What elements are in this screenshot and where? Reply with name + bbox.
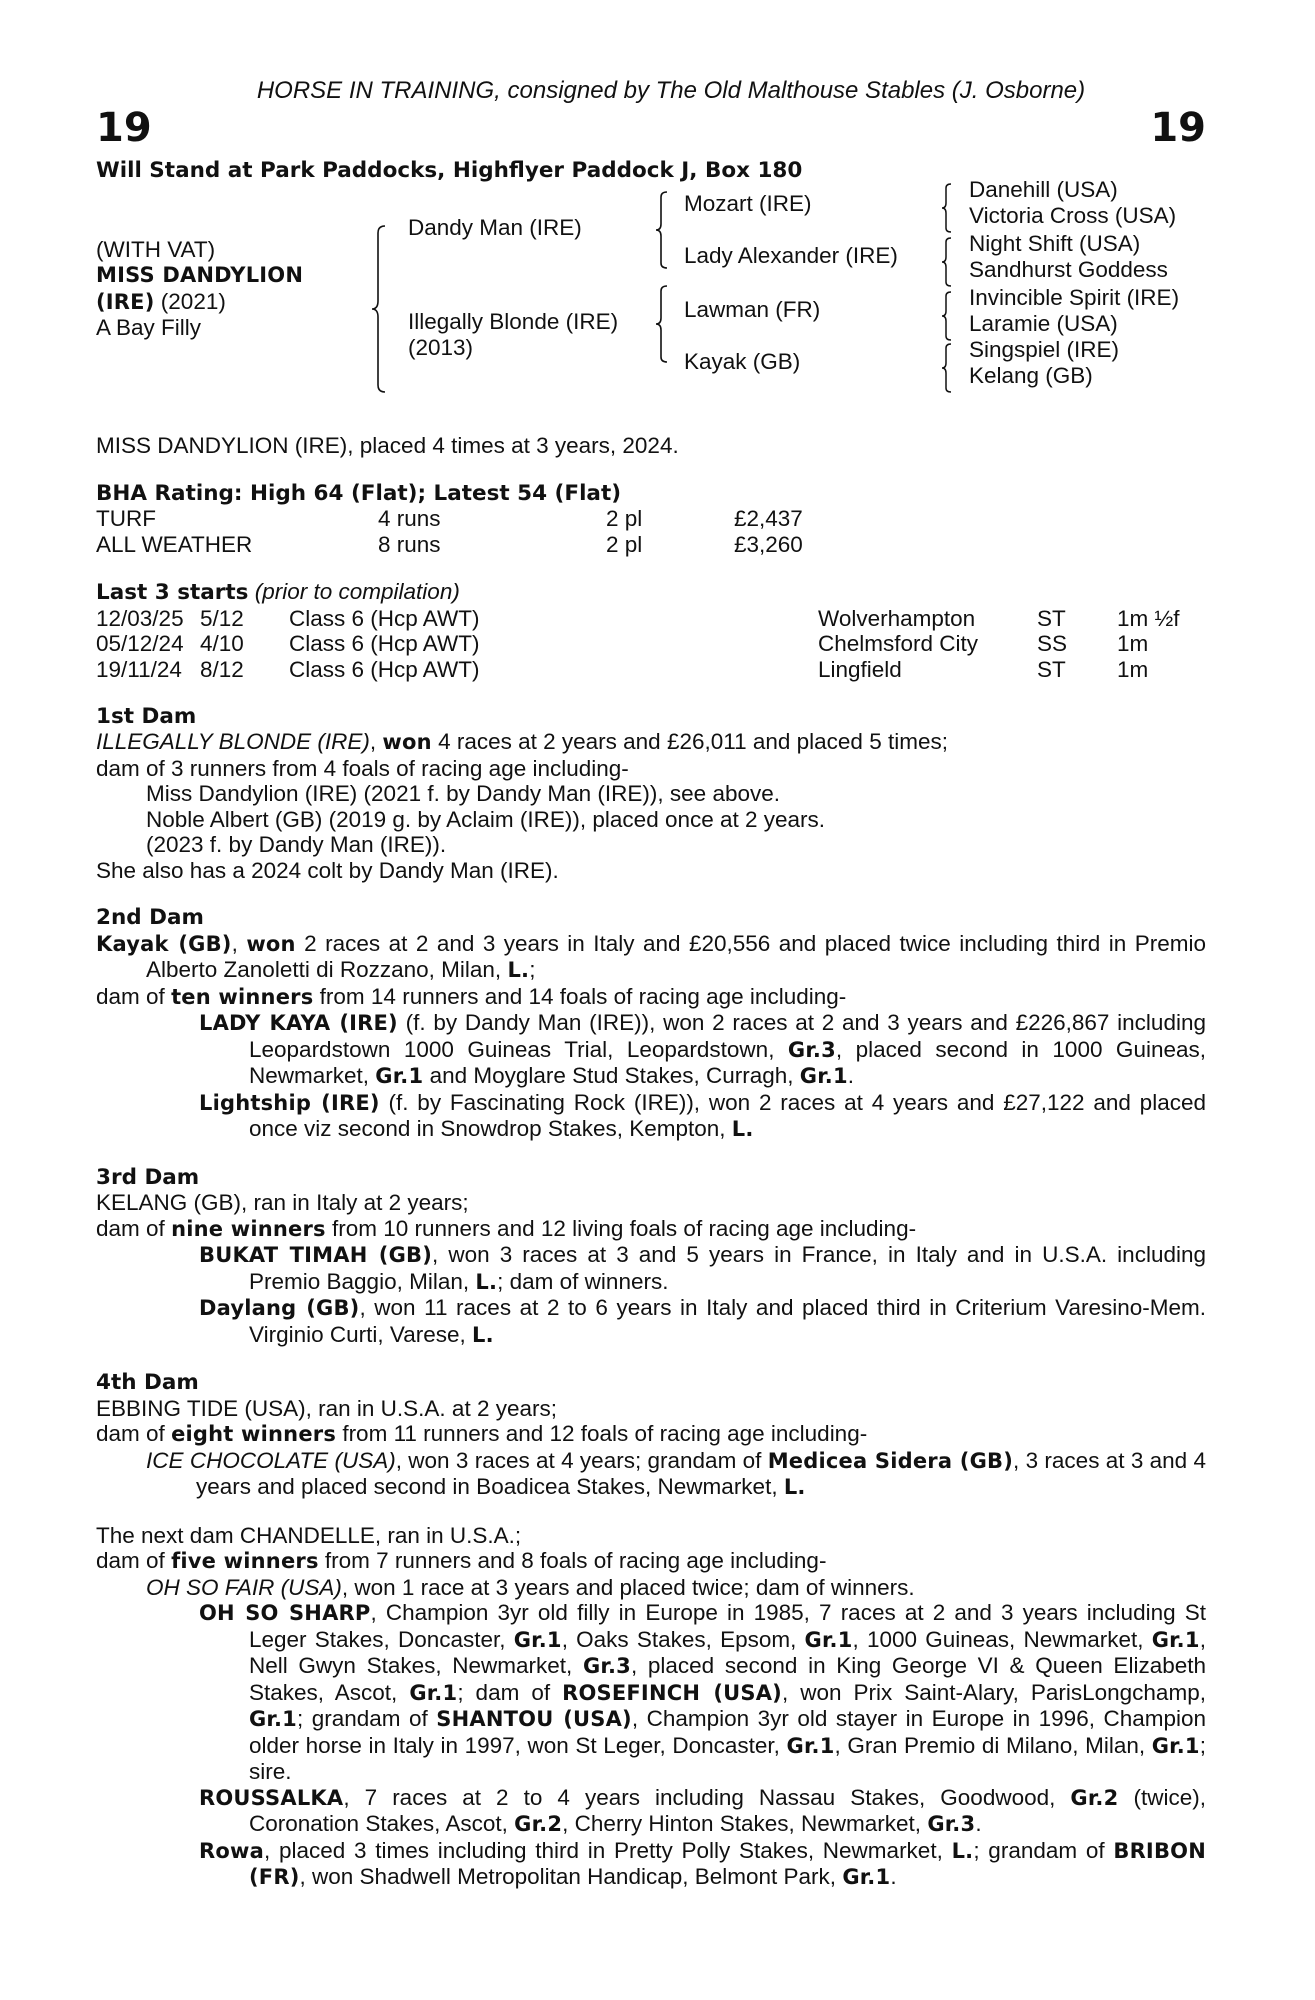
progeny-line: Miss Dandylion (IRE) (2021 f. by Dandy Man (IRE)), see above. <box>146 781 780 806</box>
dam-sire: Lawman (FR) <box>684 297 821 322</box>
progeny-line: Noble Albert (GB) (2019 g. by Aclaim (IRE)), placed once at 2 years. <box>146 806 826 832</box>
catalogue-page <box>96 78 1206 1891</box>
third-dam-section <box>96 1165 1206 1349</box>
ancestor-1: Danehill (USA) <box>969 177 1118 202</box>
surface-cell: ALL WEATHER <box>96 531 253 557</box>
dam-record-text: 2 races at 2 and 3 years in Italy and £20,556 and placed twice including third in Premio Alberto Zanoletti di Rozzano, Milan, <box>146 930 1206 982</box>
dam-produce <box>96 1421 1206 1448</box>
ancestor-4: Sandhurst Goddess <box>969 257 1168 282</box>
grade-label: Gr.1 <box>249 1707 297 1731</box>
fourth-dam-section <box>96 1370 1206 1501</box>
prize-cell: £2,437 <box>734 506 803 531</box>
dam: Illegally Blonde (IRE) <box>408 309 619 334</box>
dam-produce <box>96 1548 1206 1575</box>
produce-text: dam of <box>96 1548 165 1573</box>
progeny-text: , placed 3 times including third in Pretty Polly Stakes, Newmarket, <box>263 1837 943 1863</box>
start-course: Lingfield <box>818 656 902 682</box>
next-dam-section <box>96 1523 1206 1891</box>
section-title: 2nd Dam <box>96 905 204 930</box>
punct: . <box>975 1811 982 1836</box>
progeny-text: , won 11 races at 2 to 6 years in Italy and placed third in Criterium Varesino-Mem. Virginio Curti, Varese, <box>249 1295 1206 1347</box>
lot-number-row <box>96 106 1206 150</box>
punct: . <box>847 1063 855 1088</box>
dam-produce <box>96 1216 1206 1243</box>
produce-text: dam of <box>96 1215 165 1241</box>
runs-cell: 4 runs <box>378 506 441 531</box>
start-position: 8/12 <box>200 656 244 682</box>
placed-cell: 2 pl <box>606 531 643 557</box>
ancestor-2: Victoria Cross (USA) <box>969 203 1177 228</box>
brace-gen3-2 <box>942 237 952 287</box>
horse-description: A Bay Filly <box>96 315 202 340</box>
progeny-text: , won 3 races at 4 years; grandam of <box>395 1447 762 1473</box>
progeny-name: SHANTOU (USA) <box>436 1707 632 1731</box>
progeny-name: BRIBON (FR) <box>249 1838 1206 1889</box>
progeny-entry <box>96 1600 1206 1785</box>
horse-name: MISS DANDYLION <box>96 263 304 287</box>
ancestor-5: Invincible Spirit (IRE) <box>969 285 1180 310</box>
grade-label: L. <box>783 1475 806 1499</box>
progeny-text: (f. by Dandy Man (IRE)), won 2 races at 2 and 3 years and £226,867 including Leopardstown 1000 Guineas Trial, Leopardstown, <box>249 1010 1206 1062</box>
start-date: 19/11/24 <box>96 656 182 682</box>
produce-text: from 14 runners and 14 foals of racing age including- <box>319 983 847 1009</box>
grade-label: Gr.1 <box>804 1627 853 1652</box>
ancestor-7: Singspiel (IRE) <box>969 337 1120 362</box>
lot-number-right: 19 <box>1150 104 1206 151</box>
start-course: Chelmsford City <box>818 631 979 656</box>
rating-section <box>96 481 1206 558</box>
ancestor-8: Kelang (GB) <box>969 363 1093 388</box>
dam-name: ILLEGALLY BLONDE (IRE) <box>96 729 370 754</box>
dam-record: EBBING TIDE (USA), ran in U.S.A. at 2 years; <box>96 1395 557 1421</box>
dam-also: She also has a 2024 colt by Dandy Man (IRE). <box>96 857 559 883</box>
progeny-text: , Champion 3yr old filly in Europe in 1985, 7 races at 2 and 3 years including St Leger Stakes, Doncaster, <box>249 1600 1206 1652</box>
last-starts-heading <box>96 579 1206 606</box>
progeny-name: Daylang (GB) <box>199 1296 360 1320</box>
dam-record: ILLEGALLY BLONDE (IRE), won 4 races at 2 years and £26,011 and placed 5 times; <box>96 729 948 754</box>
progeny-text: , Gran Premio di Milano, Milan, <box>834 1732 1146 1758</box>
grade-label: Gr.3 <box>582 1654 631 1678</box>
dam-produce <box>96 984 1206 1011</box>
progeny-text: , placed second in 1000 Guineas, Newmarket, <box>249 1036 1206 1088</box>
start-class: Class 6 (Hcp AWT) <box>289 656 480 682</box>
progeny-text: ; dam of <box>457 1679 551 1705</box>
start-position: 4/10 <box>200 631 244 656</box>
grade-label: Gr.2 <box>514 1812 563 1836</box>
produce-text: dam of <box>96 1421 165 1446</box>
winners-count: nine winners <box>171 1216 326 1241</box>
dam-record: Kayak (GB), won 2 races at 2 and 3 years in Italy and £20,556 and placed twice including third in Premio Alberto Zanoletti di Rozzano, Milan, L.; <box>96 930 1206 982</box>
progeny-text: ; sire. <box>249 1732 1206 1784</box>
start-date: 05/12/24 <box>96 631 184 656</box>
start-going: ST <box>1037 656 1066 682</box>
progeny-text: , 7 races at 2 to 4 years including Nassau Stakes, Goodwood, <box>343 1784 1056 1810</box>
start-distance: 1m <box>1117 631 1149 656</box>
start-course: Wolverhampton <box>818 605 976 631</box>
start-class: Class 6 (Hcp AWT) <box>289 631 480 656</box>
ancestor-6: Laramie (USA) <box>969 311 1118 336</box>
progeny-text: (twice), Coronation Stakes, Ascot, <box>249 1784 1206 1836</box>
progeny-text: , Oaks Stakes, Epsom, <box>561 1626 797 1652</box>
won-label: won <box>246 931 296 956</box>
section-title: 4th Dam <box>96 1370 199 1395</box>
grade-label: L. <box>951 1838 974 1863</box>
progeny-text: , Cherry Hinton Stakes, Newmarket, <box>562 1811 922 1836</box>
progeny-name: ICE CHOCOLATE (USA) <box>146 1447 396 1473</box>
brace-gen3-3 <box>942 291 952 341</box>
race-summary: MISS DANDYLION (IRE), placed 4 times at 3 years, 2024. <box>96 433 679 458</box>
lot-number-left: 19 <box>96 104 152 151</box>
start-distance: 1m <box>1117 656 1149 682</box>
progeny-text: , Nell Gwyn Stakes, Newmarket, <box>249 1626 1206 1678</box>
grade-label: Gr.1 <box>799 1064 848 1088</box>
dam-record-text: 4 races at 2 years and £26,011 and placed 5 times; <box>438 729 948 754</box>
table-row <box>96 532 803 558</box>
dam-year: (2013) <box>408 335 474 360</box>
progeny-entry <box>96 1090 1206 1143</box>
progeny-line: (2023 f. by Dandy Man (IRE)). <box>146 832 447 857</box>
last-starts-title: Last 3 starts <box>96 580 249 605</box>
grade-label: Gr.1 <box>513 1627 562 1652</box>
dam-dam: Kayak (GB) <box>684 349 801 374</box>
grade-label: Gr.3 <box>787 1037 836 1062</box>
progeny-text: , won Prix Saint-Alary, ParisLongchamp, <box>781 1679 1206 1705</box>
progeny-text: (f. by Fascinating Rock (IRE)), won 2 races at 4 years and £27,122 and placed once viz second in Snowdrop Stakes, Kempton, <box>249 1089 1206 1141</box>
brace-gen2-sire <box>656 191 668 269</box>
progeny-name: Medicea Sidera (GB) <box>767 1448 1014 1473</box>
progeny-text: and Moyglare Stud Stakes, Curragh, <box>429 1063 794 1088</box>
brace-gen3-4 <box>942 343 952 393</box>
brace-gen2-dam <box>656 285 668 363</box>
section-title: 3rd Dam <box>96 1164 200 1190</box>
consignment-line: HORSE IN TRAINING, consigned by The Old Malthouse Stables (J. Osborne) <box>256 77 1086 104</box>
progeny-text: ; dam of winners. <box>497 1268 669 1294</box>
dam-produce: dam of 3 runners from 4 foals of racing age including- <box>96 755 629 781</box>
progeny-name: Lightship (IRE) <box>199 1090 380 1115</box>
winners-count: ten winners <box>171 984 314 1009</box>
stand-location: Will Stand at Park Paddocks, Highflyer Paddock J, Box 180 <box>96 157 803 183</box>
second-dam-section <box>96 905 1206 1143</box>
dam-name: Kayak (GB) <box>96 931 232 956</box>
first-dam-section <box>96 704 1206 884</box>
progeny-text: ; grandam of <box>297 1706 428 1731</box>
start-date: 12/03/25 <box>96 605 184 631</box>
grade-label: Gr.2 <box>1070 1785 1119 1810</box>
sire: Dandy Man (IRE) <box>408 215 582 240</box>
brace-gen1 <box>372 225 386 393</box>
progeny-entry <box>96 1448 1206 1501</box>
horse-suffix-year <box>96 289 226 316</box>
horse-year: (2021) <box>160 289 226 314</box>
grade-label: Gr.1 <box>842 1865 891 1889</box>
start-class: Class 6 (Hcp AWT) <box>289 605 480 631</box>
won-label: won <box>382 730 432 754</box>
grade-label: Gr.1 <box>375 1064 424 1088</box>
grade-label: L. <box>731 1117 754 1141</box>
progeny-entry <box>96 1838 1206 1891</box>
grade-label: Gr.1 <box>786 1733 835 1758</box>
grade-label: L. <box>475 1269 498 1294</box>
ancestor-3: Night Shift (USA) <box>969 231 1141 256</box>
grade-label: Gr.1 <box>409 1680 458 1705</box>
progeny-entry <box>96 1295 1206 1348</box>
start-position: 5/12 <box>200 605 244 631</box>
prize-cell: £3,260 <box>734 531 803 557</box>
grade-label: L. <box>507 958 530 982</box>
progeny-text: , won 1 race at 3 years and placed twice; dam of winners. <box>341 1574 915 1600</box>
pedigree-block <box>96 177 1206 403</box>
progeny-name: OH SO SHARP <box>199 1601 371 1625</box>
produce-text: from 11 runners and 12 foals of racing age including- <box>342 1421 868 1446</box>
vat-label: (WITH VAT) <box>96 237 216 262</box>
rating-title: BHA Rating: High 64 (Flat); Latest 54 (Flat) <box>96 480 622 506</box>
punct: . <box>890 1864 897 1889</box>
grade-label: Gr.3 <box>927 1812 976 1836</box>
table-row <box>96 506 803 532</box>
surface-cell: TURF <box>96 506 156 531</box>
progeny-text: , won 3 races at 3 and 5 years in France, in Italy and in U.S.A. including Premio Baggio, Milan, <box>249 1242 1206 1294</box>
last-starts-note: (prior to compilation) <box>254 579 460 604</box>
punct: ; <box>529 957 536 982</box>
rating-table <box>96 506 803 557</box>
start-going: SS <box>1037 631 1068 656</box>
winners-count: eight winners <box>171 1422 337 1446</box>
placed-cell: 2 pl <box>606 506 643 531</box>
progeny-name: OH SO FAIR (USA) <box>146 1574 342 1600</box>
progeny-name: ROSEFINCH (USA) <box>562 1680 782 1705</box>
progeny-text: ; grandam of <box>973 1837 1105 1863</box>
horse-suffix: (IRE) <box>96 290 155 314</box>
sire-dam: Lady Alexander (IRE) <box>684 243 898 268</box>
grade-label: Gr.1 <box>1151 1627 1200 1652</box>
last-starts-section <box>96 579 1206 682</box>
progeny-name: BUKAT TIMAH (GB) <box>199 1243 433 1267</box>
grade-label: Gr.1 <box>1151 1733 1200 1758</box>
last-starts-list <box>96 606 1206 682</box>
progeny-text: , 1000 Guineas, Newmarket, <box>852 1626 1144 1652</box>
progeny-entry <box>96 1575 1206 1601</box>
grade-label: L. <box>472 1322 494 1347</box>
runs-cell: 8 runs <box>378 531 441 557</box>
progeny-name: Rowa <box>199 1838 264 1863</box>
progeny-name: ROUSSALKA <box>199 1785 344 1810</box>
progeny-text: , 3 races at 3 and 4 years and placed second in Boadicea Stakes, Newmarket, <box>196 1447 1207 1499</box>
progeny-text: , Champion 3yr old stayer in Europe in 1996, Champion older horse in Italy in 1997, won St Leger, Doncaster, <box>249 1706 1206 1758</box>
winners-count: five winners <box>171 1549 319 1573</box>
progeny-entry <box>96 1785 1206 1838</box>
brace-gen3-1 <box>942 183 952 233</box>
section-title: 1st Dam <box>96 703 197 729</box>
produce-text: dam of <box>96 983 165 1009</box>
start-going: ST <box>1037 605 1066 631</box>
start-distance: 1m ½f <box>1117 605 1180 631</box>
progeny-entry <box>96 1242 1206 1295</box>
produce-text: from 7 runners and 8 foals of racing age including- <box>324 1548 827 1573</box>
progeny-name: LADY KAYA (IRE) <box>199 1011 398 1035</box>
dam-record: The next dam CHANDELLE, ran in U.S.A.; <box>96 1522 522 1548</box>
dam-record: KELANG (GB), ran in Italy at 2 years; <box>96 1190 469 1215</box>
progeny-text: , won Shadwell Metropolitan Handicap, Belmont Park, <box>299 1864 837 1889</box>
produce-text: from 10 runners and 12 living foals of racing age including- <box>331 1215 917 1241</box>
sire-sire: Mozart (IRE) <box>684 191 812 216</box>
progeny-entry <box>96 1010 1206 1090</box>
progeny-text: , placed second in King George VI & Queen Elizabeth Stakes, Ascot, <box>249 1653 1206 1705</box>
